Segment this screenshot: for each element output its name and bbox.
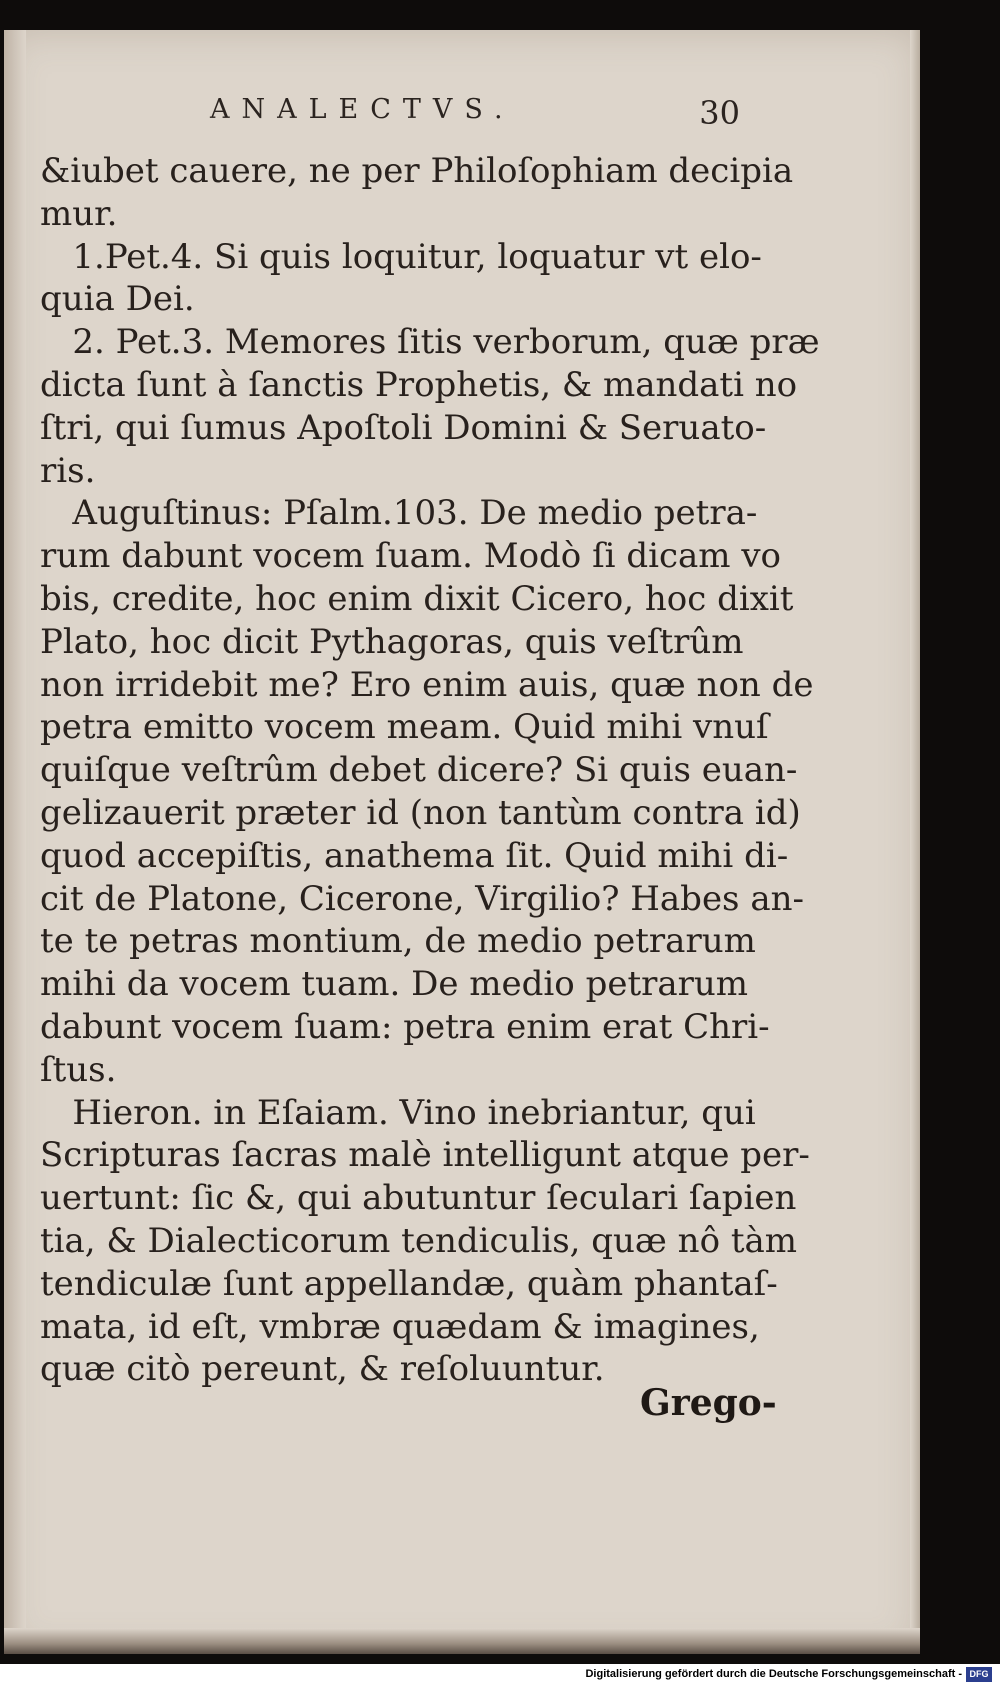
text-line: tia, & Dialecticorum tendiculis, quæ nô tàm — [40, 1220, 798, 1261]
text-line: mata, id eſt, vmbræ quædam & imagines, — [40, 1306, 760, 1347]
text-line: te te petras montium, de medio petrarum — [40, 921, 756, 962]
dfg-logo-icon: DFG — [966, 1667, 992, 1682]
text-line: quæ citò pereunt, & reſoluuntur. — [40, 1349, 605, 1390]
text-line: rum dabunt vocem ſuam. Modò ſi dicam vo — [40, 536, 782, 577]
text-line: dabunt vocem ſuam: petra enim erat Chri- — [40, 1006, 770, 1047]
text-line: tendiculæ ſunt appellandæ, quàm phantaſ- — [40, 1263, 778, 1304]
text-line: 1.Pet.4. Si quis loquitur, loquatur vt elo- — [40, 236, 762, 277]
page-number: 30 — [699, 94, 740, 132]
text-line: &iubet cauere, ne per Philoſophiam decipia — [40, 151, 794, 191]
text-line: cit de Platone, Cicerone, Virgilio? Habes an- — [40, 878, 804, 919]
footer-credit: Digitalisierung gefördert durch die Deutsche Forschungsgemeinschaft - — [585, 1668, 962, 1680]
text-line: ris. — [40, 450, 96, 491]
text-line: Auguſtinus: Pſalm.103. De medio petra- — [40, 493, 758, 534]
text-line: dicta ſunt à ſanctis Prophetis, & mandati no — [40, 364, 798, 405]
text-line: quod accepiſtis, anathema ſit. Quid mihi di- — [40, 835, 789, 876]
text-line: uertunt: ſic &, qui abutuntur ſeculari ſapien — [40, 1178, 797, 1219]
text-line: mihi da vocem tuam. De medio petrarum — [40, 964, 749, 1005]
text-line: Hieron. in Eſaiam. Vino inebriantur, qui — [40, 1092, 756, 1133]
catchword: Grego- — [640, 1382, 777, 1424]
page-gutter-shadow — [4, 30, 26, 1654]
page-bottom-edge — [4, 1628, 920, 1654]
text-line: quia Dei. — [40, 279, 195, 320]
text-line: petra emitto vocem meam. Quid mihi vnuſ — [40, 707, 769, 748]
text-line: Plato, hoc dicit Pythagoras, quis veſtrûm — [40, 621, 744, 662]
text-line: ſtri, qui ſumus Apoſtoli Domini & Seruato- — [40, 407, 767, 448]
running-head — [210, 94, 740, 132]
page-right-edge — [910, 30, 920, 1654]
digitization-footer — [0, 1664, 1000, 1688]
text-line: 2. Pet.3. Memores ſitis verborum, quæ præ — [40, 322, 820, 363]
text-line: Scripturas ſacras malè intelligunt atque per- — [40, 1135, 810, 1176]
text-line: gelizauerit præter id (non tantùm contra id) — [40, 792, 801, 833]
body-text — [40, 150, 820, 1391]
text-line: ſtus. — [40, 1049, 117, 1090]
running-title: ANALECTVS. — [210, 94, 515, 125]
text-line: mur. — [40, 193, 118, 234]
text-line: quiſque veſtrûm debet dicere? Si quis euan- — [40, 750, 798, 791]
text-line: non irridebit me? Ero enim auis, quæ non de — [40, 664, 814, 705]
text-line: bis, credite, hoc enim dixit Cicero, hoc dixit — [40, 578, 794, 619]
